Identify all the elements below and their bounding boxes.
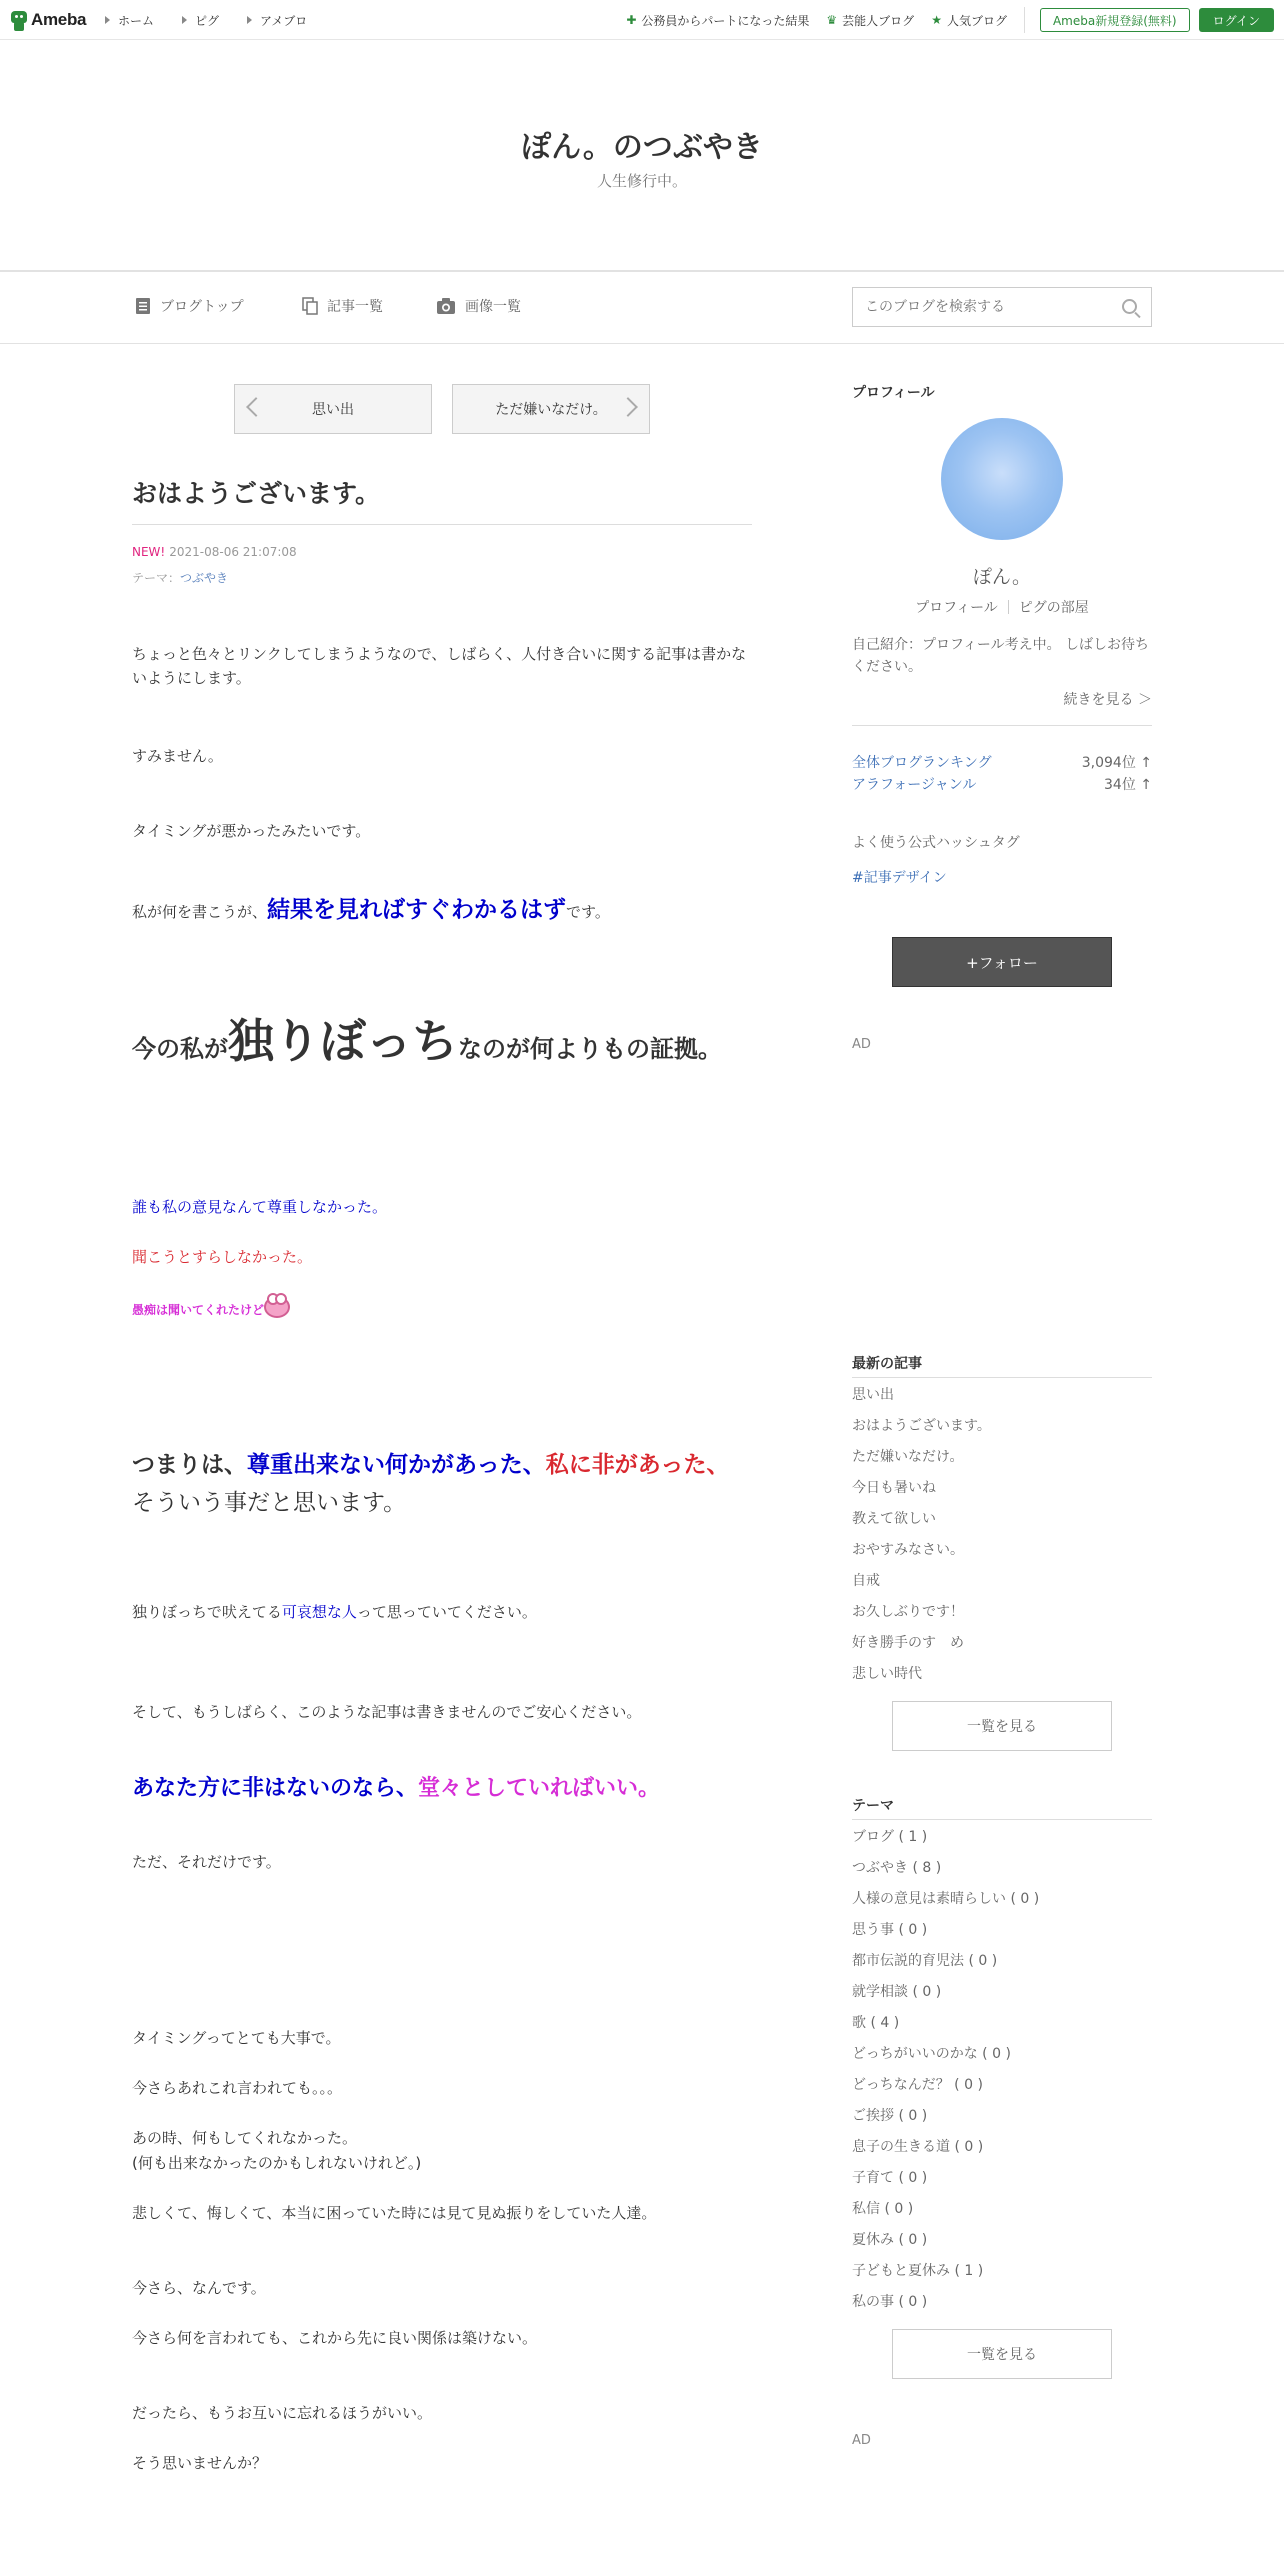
camera-icon xyxy=(436,297,456,315)
theme-item[interactable]: どっちなんだ？ ( 0 ) xyxy=(852,2077,983,2093)
theme-item[interactable]: ご挨拶 ( 0 ) xyxy=(852,2108,928,2124)
recent-entry[interactable]: ただ嫌いなだけ。 xyxy=(852,1449,964,1465)
title-divider xyxy=(132,524,752,525)
register-button[interactable]: Ameba新規登録(無料) xyxy=(1040,8,1190,32)
ranking-value: 34位 ↑ xyxy=(1104,777,1152,793)
theme-item[interactable]: 都市伝説的育児法 ( 0 ) xyxy=(852,1953,998,1969)
pigg-room-link[interactable]: ピグの部屋 xyxy=(1018,600,1089,616)
emphasis-text: 私に非があった、 xyxy=(545,1452,730,1478)
nav-pigg-label: ピグ xyxy=(195,13,220,28)
theme-list xyxy=(852,1822,1152,2318)
entry-date: 2021-08-06 21:07:08 xyxy=(169,545,297,559)
theme-item[interactable]: ブログ ( 1 ) xyxy=(852,1829,928,1845)
ad-label: AD xyxy=(852,1037,871,1052)
recent-more-button[interactable]: 一覧を見る xyxy=(892,1701,1112,1751)
text-span: 愚痴は聞いてくれたけど xyxy=(132,1303,265,1317)
paragraph: 聞こうとすらしなかった。 xyxy=(132,1248,313,1266)
blog-search-input[interactable] xyxy=(853,288,1093,326)
paragraph: 今さらあれこれ言われても。。。 xyxy=(132,2079,343,2097)
chevron-right-icon xyxy=(618,397,638,417)
search-icon[interactable] xyxy=(1122,299,1137,314)
paragraph: だったら、もうお互いに忘れるほうがいい。 xyxy=(132,2404,433,2422)
emphasis-text: 堂々としていればいい。 xyxy=(418,1776,661,1801)
ameba-logo-icon xyxy=(10,9,28,31)
recent-entry[interactable]: お久しぶりです！ xyxy=(852,1604,964,1620)
next-entry-label: ただ嫌いなだけ。 xyxy=(495,402,607,418)
theme-link[interactable]: つぶやき xyxy=(180,571,229,585)
text-span: 今の私が xyxy=(132,1035,228,1063)
frog-emoji-icon xyxy=(264,1296,290,1318)
next-entry-button[interactable] xyxy=(452,384,650,434)
recent-entries-list xyxy=(852,1380,1152,1690)
follow-button[interactable]: +フォロー xyxy=(892,937,1112,987)
recent-entry[interactable]: おやすみなさい。 xyxy=(852,1542,964,1558)
triangle-right-icon xyxy=(105,16,110,24)
recent-entry[interactable]: 思い出 xyxy=(852,1387,894,1403)
text-span: って思っていてください。 xyxy=(356,1603,537,1621)
divider xyxy=(852,725,1152,726)
text-span: そういう事だと思います。 xyxy=(132,1490,407,1516)
nav-pigg[interactable] xyxy=(182,12,219,29)
emphasis-text: 可哀想な人 xyxy=(281,1603,357,1621)
paragraph: すみません。 xyxy=(132,747,223,765)
paragraph: そう思いませんか？ xyxy=(132,2454,268,2472)
entry-list-link[interactable] xyxy=(302,296,383,316)
paragraph xyxy=(132,1774,752,1804)
paragraph: あの時、何もしてくれなかった。 xyxy=(132,2129,358,2147)
recent-entry[interactable]: 好き勝手のす め xyxy=(852,1635,964,1651)
profile-links xyxy=(852,597,1152,617)
theme-item[interactable]: 息子の生きる道 ( 0 ) xyxy=(852,2139,984,2155)
hashtag-heading: よく使う公式ハッシュタグ xyxy=(852,835,1020,851)
global-header xyxy=(0,0,1284,40)
paragraph: タイミングってとても大事で。 xyxy=(132,2029,341,2047)
recent-entry[interactable]: おはようございます。 xyxy=(852,1418,991,1434)
ranking-value: 3,094位 ↑ xyxy=(1081,755,1152,771)
recent-entries-heading: 最新の記事 xyxy=(852,1353,1152,1378)
recent-entry[interactable]: 今日も暑いね xyxy=(852,1480,936,1496)
ranking-label: アラフォージャンル xyxy=(852,777,977,793)
ranking-overall[interactable] xyxy=(852,752,1152,772)
theme-item[interactable]: 夏休み ( 0 ) xyxy=(852,2232,928,2248)
crown-icon: ♛ xyxy=(826,13,838,27)
emphasis-text: 尊重出来ない何かがあった、 xyxy=(247,1452,546,1478)
recent-entry[interactable]: 教えて欲しい xyxy=(852,1511,936,1527)
popular-blog-label: 人気ブログ xyxy=(946,13,1007,28)
ranking-label: 全体ブログランキング xyxy=(852,755,992,771)
emphasis-text: 結果を見ればすぐわかるはず xyxy=(267,897,567,923)
paragraph: タイミングが悪かったみたいです。 xyxy=(132,822,371,840)
paragraph: (何も出来なかったのかもしれないけれど。) xyxy=(132,2154,422,2172)
global-nav xyxy=(105,0,307,40)
theme-item[interactable]: 思う事 ( 0 ) xyxy=(852,1922,928,1938)
prev-entry-label: 思い出 xyxy=(312,402,354,418)
featured-link-label: 公務員からパートになった結果 xyxy=(641,13,810,28)
blog-search xyxy=(852,287,1152,327)
nav-home-label: ホーム xyxy=(118,13,155,28)
entry-theme xyxy=(132,569,228,586)
document-icon xyxy=(135,297,151,315)
paragraph: 今さら何を言われても、これから先に良い関係は築けない。 xyxy=(132,2329,538,2347)
theme-more-button[interactable]: 一覧を見る xyxy=(892,2329,1112,2379)
chevron-left-icon xyxy=(246,397,266,417)
ranking-genre[interactable] xyxy=(852,774,1152,794)
triangle-right-icon xyxy=(182,16,187,24)
paragraph xyxy=(132,892,752,930)
recent-entry[interactable]: 自戒 xyxy=(852,1573,880,1589)
blog-title[interactable]: ぽん。のつぶやき xyxy=(521,130,763,165)
nav-ameblo[interactable] xyxy=(247,12,307,29)
emphasis-text: 独りぼっち xyxy=(228,1014,458,1068)
ad-label: AD xyxy=(852,2433,871,2448)
theme-item[interactable]: 子どもと夏休み ( 1 ) xyxy=(852,2263,984,2279)
profile-link[interactable]: プロフィール xyxy=(915,600,998,616)
celebrity-blog-label: 芸能人ブログ xyxy=(842,13,915,28)
theme-item[interactable]: 子育て ( 0 ) xyxy=(852,2170,928,2186)
text-span: 私が何を書こうが、 xyxy=(132,903,268,921)
nav-ameblo-label: アメブロ xyxy=(260,13,308,28)
paragraph: ただ、それだけです。 xyxy=(132,1853,281,1871)
entry-title[interactable]: おはようございます。 xyxy=(132,479,381,508)
blog-nav xyxy=(0,272,1284,344)
new-badge: NEW! xyxy=(132,545,166,559)
theme-heading: テーマ xyxy=(852,1795,1152,1820)
paragraph: そして、もうしばらく、このような記事は書きませんのでご安心ください。 xyxy=(132,1703,642,1721)
theme-item[interactable]: 人様の意見は素晴らしい ( 0 ) xyxy=(852,1891,1040,1907)
ameba-logo[interactable] xyxy=(10,9,86,31)
celebrity-blog-link[interactable] xyxy=(826,12,914,29)
prev-entry-button[interactable] xyxy=(234,384,432,434)
text-span: なのが何よりもの証拠。 xyxy=(458,1035,722,1063)
paragraph: ちょっと色々とリンクしてしまうようなので、しばらく、人付き合いに関する記事は書かないようにします。 xyxy=(132,645,747,687)
featured-link[interactable] xyxy=(626,12,809,29)
theme-item[interactable]: 歌 ( 4 ) xyxy=(852,2015,900,2031)
profile-description: 自己紹介：プロフィール考え中。 しばしお待ちください。 xyxy=(852,637,1150,675)
profile-heading: プロフィール xyxy=(852,385,935,401)
theme-item[interactable]: 私の事 ( 0 ) xyxy=(852,2294,928,2310)
theme-item[interactable]: 就学相談 ( 0 ) xyxy=(852,1984,942,2000)
image-list-link[interactable] xyxy=(436,296,521,316)
theme-item[interactable]: 私信 ( 0 ) xyxy=(852,2201,914,2217)
text-span: です。 xyxy=(566,903,610,921)
image-list-label: 画像一覧 xyxy=(465,299,521,315)
paragraph: 誰も私の意見なんて尊重しなかった。 xyxy=(132,1198,388,1216)
blog-top-label: ブログトップ xyxy=(160,299,244,315)
triangle-right-icon xyxy=(247,16,252,24)
star-icon: ★ xyxy=(931,13,942,27)
blog-header xyxy=(0,40,1284,270)
divider xyxy=(1008,600,1009,614)
entry-list-label: 記事一覧 xyxy=(327,299,383,315)
entry-meta xyxy=(132,545,297,559)
paragraph xyxy=(132,1600,752,1624)
text-span: つまりは、 xyxy=(132,1452,247,1478)
text-span: 独りぼっちで吠えてる xyxy=(132,1603,282,1621)
theme-item[interactable]: つぶやき ( 8 ) xyxy=(852,1860,942,1876)
popular-blog-link[interactable] xyxy=(931,12,1007,29)
hashtag-link[interactable]: #記事デザイン xyxy=(852,870,947,886)
paragraph xyxy=(132,1446,752,1522)
paragraph xyxy=(132,1296,752,1322)
emphasis-text: あなた方に非はないのなら、 xyxy=(132,1776,419,1801)
profile-name[interactable]: ぽん。 xyxy=(972,566,1032,588)
nav-home[interactable] xyxy=(105,12,154,29)
paragraph: 今さら、なんです。 xyxy=(132,2279,266,2297)
profile-more-link[interactable]: 続きを見る ＞ xyxy=(1063,692,1152,708)
theme-item[interactable]: どっちがいいのかな ( 0 ) xyxy=(852,2046,1011,2062)
divider xyxy=(1024,7,1025,33)
avatar[interactable] xyxy=(941,418,1063,540)
plus-icon: ✚ xyxy=(626,13,637,27)
login-button[interactable]: ログイン xyxy=(1199,8,1274,32)
blog-top-link[interactable] xyxy=(135,296,244,316)
recent-entry[interactable]: 悲しい時代 xyxy=(852,1666,922,1682)
logo-text: Ameba xyxy=(31,10,87,29)
copy-icon xyxy=(302,297,318,315)
blog-subtitle: 人生修行中。 xyxy=(596,172,687,190)
header-links xyxy=(626,0,1274,40)
paragraph: 悲しくて、悔しくて、本当に困っていた時には見て見ぬ振りをしていた人達。 xyxy=(132,2204,657,2222)
theme-prefix: テーマ： xyxy=(132,571,181,585)
paragraph xyxy=(132,1006,752,1084)
